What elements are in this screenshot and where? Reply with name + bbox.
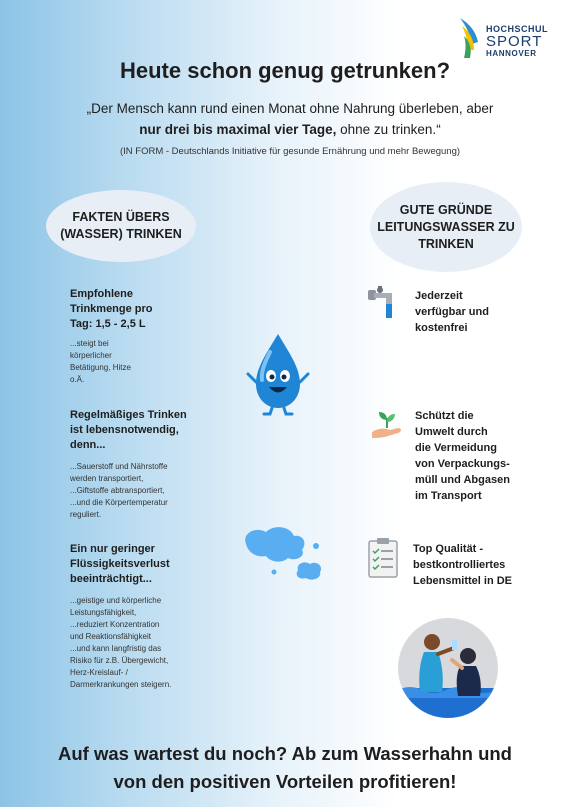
fact-2-title-line: denn... <box>70 439 106 451</box>
hand-plant-icon <box>370 408 404 442</box>
fact-3-text-line: ...reduziert Konzentration <box>70 620 160 629</box>
fact-1-title-line: Tag: 1,5 - 2,5 L <box>70 318 146 330</box>
fact-2-text-line: ...Giftstoffe abtransportiert, <box>70 486 165 495</box>
fact-1-title-line: Empfohlene <box>70 288 133 300</box>
fact-3-text-line: ...und kann langfristig das <box>70 644 162 653</box>
reason-1 <box>415 288 489 336</box>
quote <box>40 98 540 140</box>
reasons-heading-bubble <box>370 182 522 272</box>
call-to-action <box>0 740 570 796</box>
fact-3-text-line: Risiko für z.B. Übergewicht, <box>70 656 169 665</box>
fact-1-text-line: o.Ä. <box>70 375 85 384</box>
quote-source: (IN FORM - Deutschlands Initiative für gesunde Ernährung und mehr Bewegung) <box>119 146 461 157</box>
reasons-heading-line3: TRINKEN <box>418 236 474 251</box>
facts-heading-line2: (WASSER) TRINKEN <box>60 227 182 241</box>
fact-1-text-line: körperlicher <box>70 351 112 360</box>
fact-3 <box>70 542 245 691</box>
reason-2-line: die Vermeidung <box>415 442 497 454</box>
fact-2-text-line: ...Sauerstoff und Nährstoffe <box>70 462 168 471</box>
reason-2-line: von Verpackungs- <box>415 458 510 470</box>
fact-2-title-line: ist lebensnotwendig, <box>70 424 179 436</box>
drinking-people-icon <box>398 618 498 718</box>
fact-1-title <box>70 287 230 332</box>
logo-mark-icon <box>456 16 488 60</box>
fact-1-text <box>70 338 230 386</box>
facts-heading-line1: FAKTEN ÜBERS <box>72 210 170 224</box>
fact-3-text-line: Herz-Kreislauf- / <box>70 668 128 677</box>
fact-3-text-line: Leistungsfähigkeit, <box>70 608 137 617</box>
reason-2-line: müll und Abgasen <box>415 474 510 486</box>
fact-2-title-line: Regelmäßiges Trinken <box>70 409 187 421</box>
reasons-heading-line1: GUTE GRÜNDE <box>399 202 493 217</box>
reason-1-line: verfügbar und <box>415 306 489 318</box>
fact-2-text-line: reguliert. <box>70 510 102 519</box>
reasons-heading-line2: LEITUNGSWASSER ZU <box>377 219 515 234</box>
fact-3-title <box>70 542 245 587</box>
fact-2-text-line: werden transportiert, <box>70 474 144 483</box>
fact-2 <box>70 408 245 521</box>
drinking-people-illustration <box>398 618 498 718</box>
quote-part1: „Der Mensch kann rund einen Monat ohne Nahrung überleben, aber <box>86 101 494 116</box>
quote-part2: ohne zu trinken.“ <box>336 122 441 137</box>
reason-1-line: kostenfrei <box>415 322 468 334</box>
fact-2-text-line: ...und die Körpertemperatur <box>70 498 168 507</box>
call-to-action-line1: Auf was wartest du noch? Ab zum Wasserhahn und <box>58 743 512 764</box>
call-to-action-line2: von den positiven Vorteilen profitieren! <box>113 771 457 792</box>
fact-3-text <box>70 595 245 691</box>
logo-text-sport: SPORT <box>486 33 543 50</box>
reason-2-line: Schützt die <box>415 410 474 422</box>
fact-1-text-line: Betätigung, Hitze <box>70 363 131 372</box>
facts-heading-bubble <box>46 190 196 262</box>
reason-2-line: Umwelt durch <box>415 426 488 438</box>
fact-2-title <box>70 408 245 453</box>
fact-2-text <box>70 461 245 521</box>
fact-3-title-line: Ein nur geringer <box>70 543 155 555</box>
fact-3-text-line: und Reaktionsfähigkeit <box>70 632 151 641</box>
fact-1-title-line: Trinkmenge pro <box>70 303 153 315</box>
logo-text-hochschul: HOCHSCHUL <box>486 24 548 34</box>
reason-3-line: bestkontrolliertes <box>413 559 506 571</box>
reason-1-line: Jederzeit <box>415 290 463 302</box>
reason-2 <box>415 408 510 504</box>
reason-3 <box>413 541 512 589</box>
quote-bold: nur drei bis maximal vier Tage, <box>139 122 337 137</box>
fact-1 <box>70 287 230 386</box>
water-tap-icon <box>366 284 400 318</box>
reason-2-line: im Transport <box>415 490 482 502</box>
reason-3-line: Top Qualität - <box>413 543 484 555</box>
water-splash-icon <box>240 522 332 584</box>
fact-3-text-line: ...geistige und körperliche <box>70 596 162 605</box>
logo-text-hannover: HANNOVER <box>486 49 537 58</box>
hochschulsport-logo <box>456 16 556 62</box>
checklist-icon <box>366 538 400 580</box>
fact-3-title-line: beeinträchtigt... <box>70 573 152 585</box>
page-title: Heute schon genug getrunken? <box>119 58 451 83</box>
fact-3-title-line: Flüssigkeitsverlust <box>70 558 170 570</box>
fact-3-text-line: Darmerkrankungen steigern. <box>70 680 172 689</box>
water-drop-mascot-icon <box>244 332 312 416</box>
reason-3-line: Lebensmittel in DE <box>413 575 513 587</box>
fact-1-text-line: ...steigt bei <box>70 339 109 348</box>
